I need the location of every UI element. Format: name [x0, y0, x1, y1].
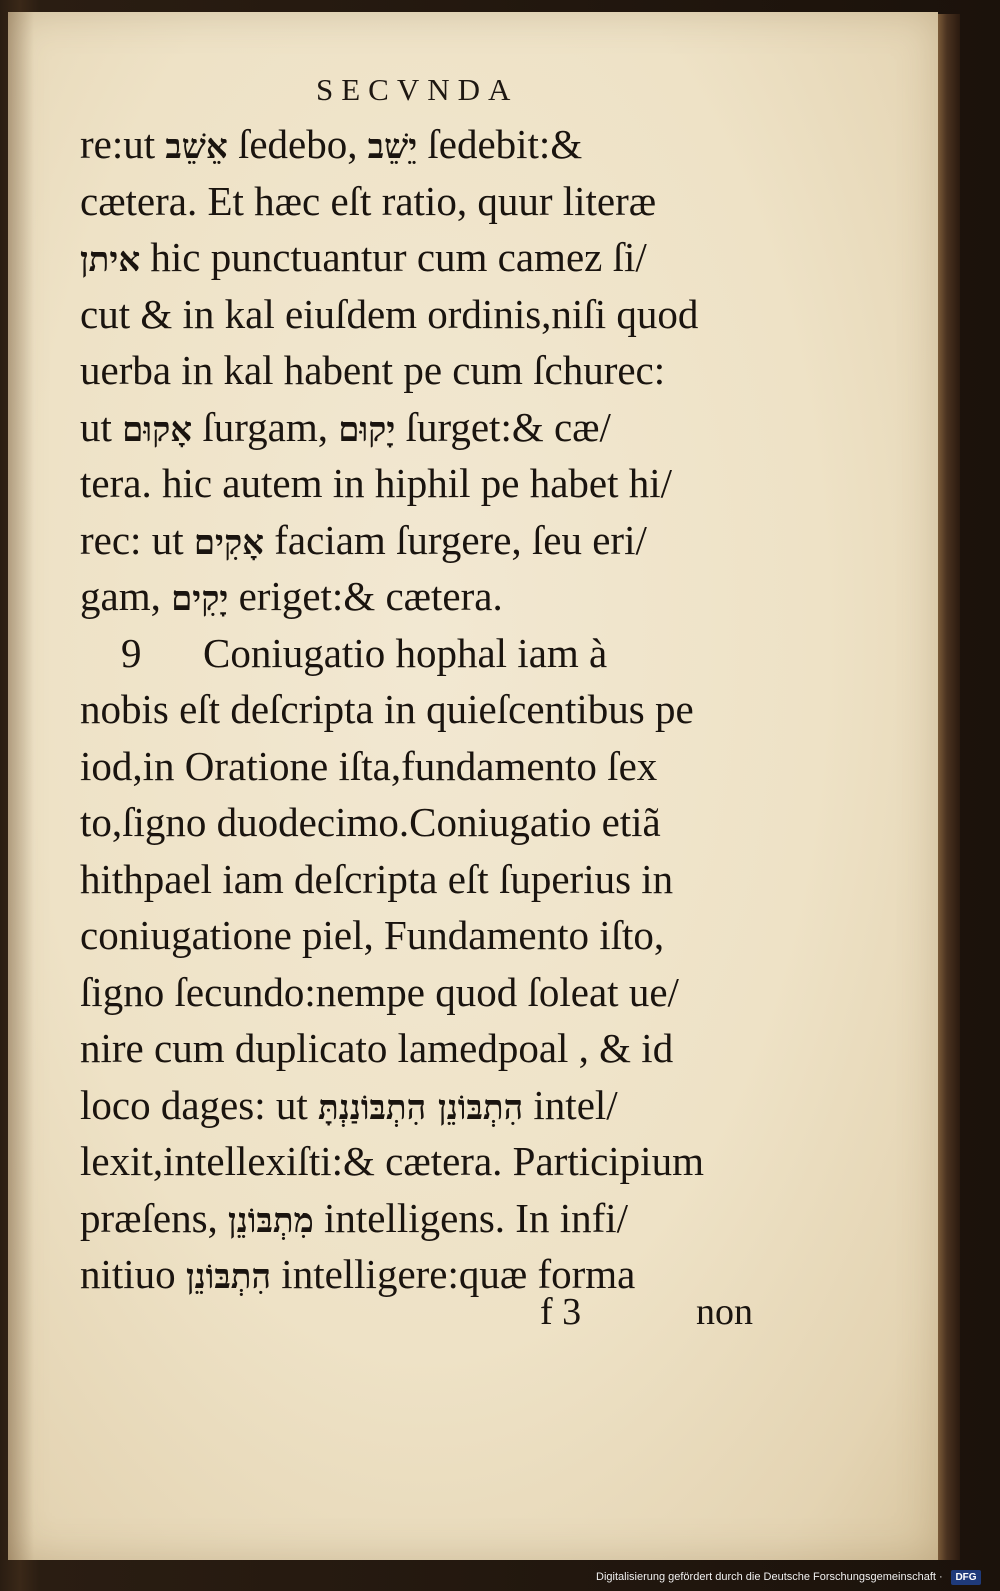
latin-text: 9 Coniugatio hophal iam à — [80, 629, 608, 676]
hebrew-word: אָקִים — [193, 522, 265, 563]
text-line — [80, 686, 775, 732]
latin-text: ut — [80, 403, 123, 450]
latin-text: eriget:& cætera. — [228, 573, 503, 619]
latin-text: ſigno ſecundo:nempe quod ſoleat ue/ — [80, 968, 679, 1015]
text-line — [80, 177, 775, 224]
hebrew-word: אָקוּם — [122, 409, 193, 450]
latin-text: intelligens. In infi/ — [313, 1194, 629, 1241]
text-line — [80, 1081, 775, 1128]
catchword: non — [696, 1291, 753, 1333]
hebrew-word: יָקוּם — [338, 409, 396, 450]
latin-text: nitiuo — [80, 1251, 186, 1297]
latin-text: intel/ — [523, 1081, 618, 1128]
hebrew-word: הִתְבּוֹנֵן הִתְבּוֹנַנְתָּ — [317, 1087, 524, 1128]
text-line — [80, 403, 775, 450]
text-line — [80, 799, 775, 845]
latin-text: ſurgam, — [192, 403, 339, 450]
signature-mark: f 3 — [540, 1291, 582, 1333]
text-line — [80, 1194, 775, 1241]
latin-text: ſurget:& cæ/ — [395, 403, 611, 450]
hebrew-word: יָקִים — [171, 579, 229, 619]
text-line — [80, 968, 775, 1015]
page-edge — [938, 14, 960, 1560]
latin-text: tera. hic autem in hiphil pe habet hi/ — [80, 460, 673, 506]
hebrew-word: הִתְבּוֹנֵן — [185, 1257, 272, 1297]
latin-text: iod,in Oratione iſta,fundamento ſex — [80, 742, 658, 789]
latin-text: faciam ſurgere, ſeu eri/ — [264, 516, 647, 563]
text-line — [80, 1025, 775, 1071]
text-line — [80, 855, 775, 902]
latin-text: rec: ut — [80, 516, 194, 563]
text-line — [80, 121, 775, 167]
hebrew-word: אֵשֵׁב — [165, 127, 228, 167]
latin-text: nobis eſt deſcripta in quieſcentibus pe — [80, 686, 694, 732]
text-line — [80, 290, 775, 337]
latin-text: ſedebo, — [227, 121, 368, 167]
latin-text: loco dages: ut — [80, 1081, 318, 1128]
latin-text: præſens, — [80, 1194, 229, 1241]
spine-shadow — [8, 12, 34, 1560]
latin-text: uerba in kal habent pe cum ſchurec: — [80, 347, 666, 393]
latin-text: coniugatione piel, Fundamento iſto, — [80, 912, 665, 958]
text-line — [80, 573, 775, 619]
latin-text: hic punctuantur cum camez ſi/ — [140, 234, 647, 280]
text-line — [80, 234, 775, 280]
digitization-credit: Digitalisierung gefördert durch die Deutsche Forschungsgemeinschaft · — [596, 1571, 943, 1583]
latin-text: nire cum duplicato lamedpoal , & id — [80, 1025, 674, 1071]
latin-text: gam, — [80, 573, 172, 619]
latin-text: intelligere:quæ forma — [271, 1251, 636, 1297]
latin-text: lexit,intellexiſti:& cætera. Participium — [80, 1138, 704, 1184]
latin-text: cætera. Et hæc eſt ratio, quur literæ — [80, 177, 657, 224]
text-line — [80, 742, 775, 789]
latin-text: re:ut — [80, 121, 166, 167]
text-line — [80, 516, 775, 563]
latin-text: cut & in kal eiuſdem ordinis,niſi quod — [80, 290, 699, 337]
text-line — [80, 629, 775, 676]
text-line — [80, 460, 775, 506]
text-line — [80, 1251, 775, 1297]
running-header: SECVNDA — [316, 72, 519, 107]
text-line — [80, 1138, 775, 1184]
hebrew-word: יֵשֵׁב — [367, 127, 418, 167]
latin-text: ſedebit:& — [417, 121, 583, 167]
latin-text: hithpael iam deſcripta eſt ſuperius in — [80, 855, 674, 902]
hebrew-word: איתן — [80, 240, 141, 280]
text-line — [80, 912, 775, 958]
text-line — [80, 347, 775, 393]
dfg-logo: DFG — [951, 1570, 981, 1585]
hebrew-word: מִתְבּוֹנֵן — [228, 1200, 314, 1241]
latin-text: to,ſigno duodecimo.Coniugatio etiã — [80, 799, 661, 845]
